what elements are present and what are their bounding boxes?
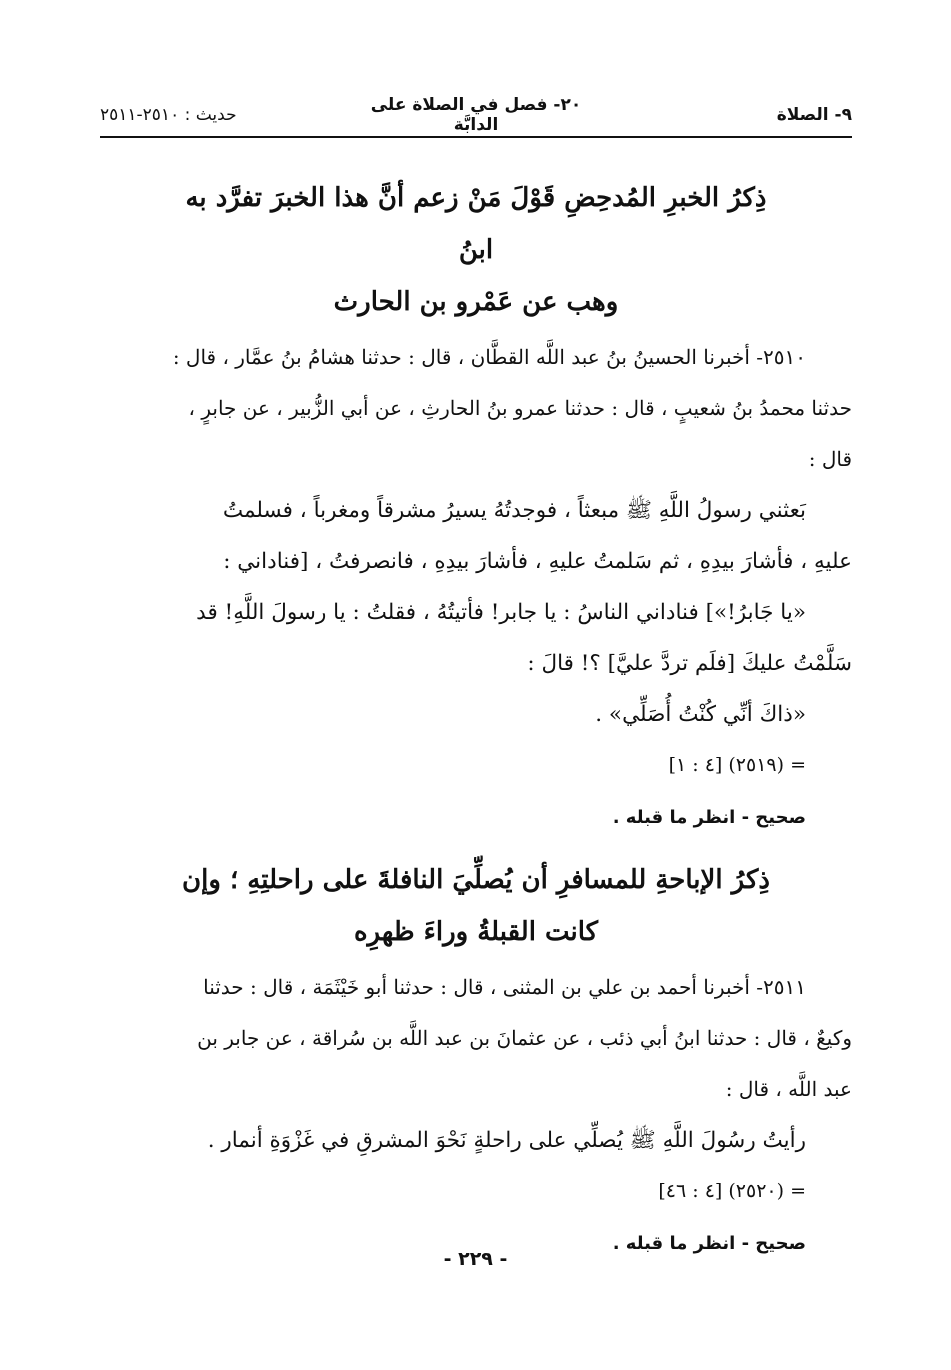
cross-reference: = (٢٥٢٠) [٤ : ٤٦] [658, 1180, 806, 1202]
matn-line: سَلَّمْتُ عليكَ [فلَم تردَّ عليَّ] ؟! قالَ : [527, 651, 852, 676]
heading-line: ذِكرُ الإباحةِ للمسافرِ أن يُصلِّيَ النافلةَ على راحلتِهِ ؛ وإن [182, 865, 770, 895]
matn-line: رأيتُ رسُولَ اللَّهِ ﷺ يُصلِّي على راحلةٍ نَحْوَ المشرقِ في غَزْوَةِ أنمار . [207, 1128, 806, 1153]
isnad-line: حدثنا محمدُ بنُ شعيبٍ ، قال : حدثنا عمرو بنُ الحارثِ ، عن أبي الزُّبير ، عن جابرٍ ، [188, 396, 852, 420]
section-title: ٢٠- فصل في الصلاة على الدابَّة [370, 95, 582, 135]
isnad-line: قال : [808, 447, 852, 471]
page-number: - ٢٢٩ - [443, 1248, 508, 1270]
isnad-line: ٢٥١١- أخبرنا أحمد بن علي بن المثنى ، قال : حدثنا أبو خَيْثَمَة ، قال : حدثنا [203, 975, 806, 999]
matn-line: بَعثني رسولُ اللَّهِ ﷺ مبعثاً ، فوجدتُهُ يسيرُ مشرقاً ومغرباً ، فسلمتُ [222, 498, 806, 523]
main-text [100, 172, 852, 1280]
isnad-line: عبد اللَّه ، قال : [725, 1077, 852, 1101]
chapter-heading-1 [100, 172, 852, 328]
matn-line: عليهِ ، فأشارَ بيدِهِ ، ثم سَلمتُ عليهِ ، فأشارَ بيدِهِ ، فانصرفتُ ، [فناداني : [223, 549, 852, 574]
matn-line: «ذاكَ أنِّي كُنْتُ أُصَلِّي» . [595, 702, 806, 727]
heading-line: ذِكرُ الخبرِ المُدحِضِ قَوْلَ مَنْ زعم أنَّ هذا الخبرَ تفرَّد به ابنُ [185, 183, 767, 265]
cross-reference: = (٢٥١٩) [٤ : ١] [668, 754, 806, 776]
hadith-grade: صحيح - انظر ما قبله . [612, 1233, 806, 1254]
heading-line: كانت القبلةُ وراءَ ظهرِه [353, 917, 599, 947]
chapter-title: ٩- الصلاة [776, 105, 852, 125]
heading-line: وهب عن عَمْرو بن الحارث [333, 287, 619, 317]
isnad-line: ٢٥١٠- أخبرنا الحسينُ بنُ عبد اللَّه القطَّان ، قال : حدثنا هشامُ بنُ عمَّار ، قال : [172, 345, 806, 369]
hadith-range: حديث : ٢٥١٠-٢٥١١ [100, 105, 237, 125]
header-rule [100, 136, 852, 138]
hadith-grade: صحيح - انظر ما قبله . [612, 807, 806, 828]
chapter-heading-2 [100, 854, 852, 958]
isnad-line: وكيعٌ ، قال : حدثنا ابنُ أبي ذئب ، عن عثمانَ بن عبد اللَّه بن سُراقة ، عن جابر بن [197, 1026, 852, 1050]
matn-line: «يا جَابرُ!»] فناداني الناسُ : يا جابر! فأتيتُهُ ، فقلتُ : يا رسولَ اللَّهِ! قد [196, 600, 806, 625]
running-header [100, 95, 852, 135]
